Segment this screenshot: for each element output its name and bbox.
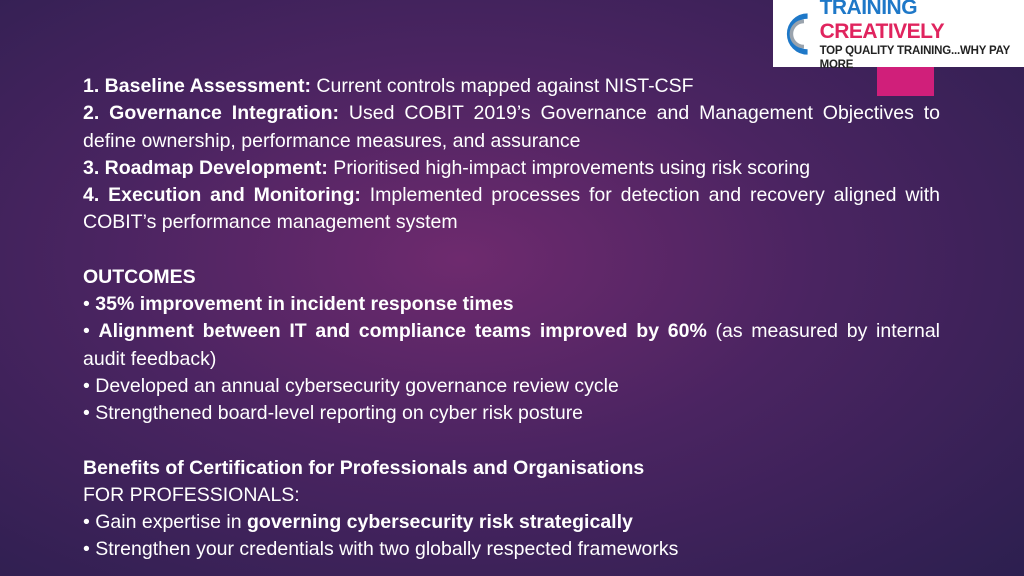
outcome-text: Developed an annual cybersecurity governance review cycle xyxy=(95,374,619,397)
outcome-item xyxy=(83,373,940,400)
benefit-bold-text: governing cybersecurity risk strategically xyxy=(247,511,633,534)
logo-brand-word-1: TRAINING xyxy=(819,0,918,19)
step-item xyxy=(83,73,940,100)
step-text: Used COBIT 2019’s Governance and Management Objectives to define ownership, performance measures, and assurance xyxy=(83,102,940,152)
spacer xyxy=(83,237,940,264)
bullet: • xyxy=(83,402,96,425)
outcome-item xyxy=(83,318,940,373)
logo-brand-word-2: CREATIVELY xyxy=(819,19,945,43)
step-item xyxy=(83,182,940,237)
step-text: Current controls mapped against NIST-CSF xyxy=(310,75,694,97)
benefit-item xyxy=(83,509,940,536)
step-item xyxy=(83,100,940,155)
benefits-subheading: FOR PROFESSIONALS: xyxy=(83,483,300,506)
outcome-item xyxy=(83,400,940,427)
step-text: Implemented processes for detection and recovery aligned with COBIT’s performance management system xyxy=(83,184,940,234)
bullet: • xyxy=(83,511,96,534)
step-label: 1. Baseline Assessment: xyxy=(83,75,311,97)
step-text: Prioritised high-impact improvements using risk scoring xyxy=(327,156,811,179)
outcome-item xyxy=(83,291,940,318)
benefit-item xyxy=(83,536,940,563)
outcome-text: Strengthened board-level reporting on cyber risk posture xyxy=(95,402,584,425)
step-label: 4. Execution and Monitoring: xyxy=(83,184,361,207)
outcome-bold-text: 35% improvement in incident response times xyxy=(95,293,514,316)
logo-tagline: TOP QUALITY TRAINING...WHY PAY MORE xyxy=(819,44,1010,71)
logo-brand-name xyxy=(820,0,1024,44)
step-item xyxy=(83,155,940,182)
logo-c-swoosh-icon xyxy=(777,4,817,64)
step-label: 3. Roadmap Development: xyxy=(83,156,328,179)
outcomes-heading: OUTCOMES xyxy=(83,265,196,288)
benefits-heading: Benefits of Certification for Professionals and Organisations xyxy=(83,456,645,479)
benefit-text: Gain expertise in xyxy=(95,511,247,534)
bullet: • xyxy=(83,293,96,316)
benefit-text: Strengthen your credentials with two globally respected frameworks xyxy=(95,538,679,561)
training-creatively-logo xyxy=(773,0,1024,71)
bullet: • xyxy=(83,538,96,561)
spacer xyxy=(83,428,940,455)
slide-content xyxy=(83,73,940,564)
bullet: • xyxy=(83,320,99,343)
logo-text xyxy=(820,0,1024,72)
outcome-bold-text: Alignment between IT and compliance teams improved by 60% xyxy=(98,320,707,343)
outcome-text: (as measured by internal audit feedback) xyxy=(83,320,940,370)
bullet: • xyxy=(83,374,96,397)
step-label: 2. Governance Integration: xyxy=(83,102,340,125)
